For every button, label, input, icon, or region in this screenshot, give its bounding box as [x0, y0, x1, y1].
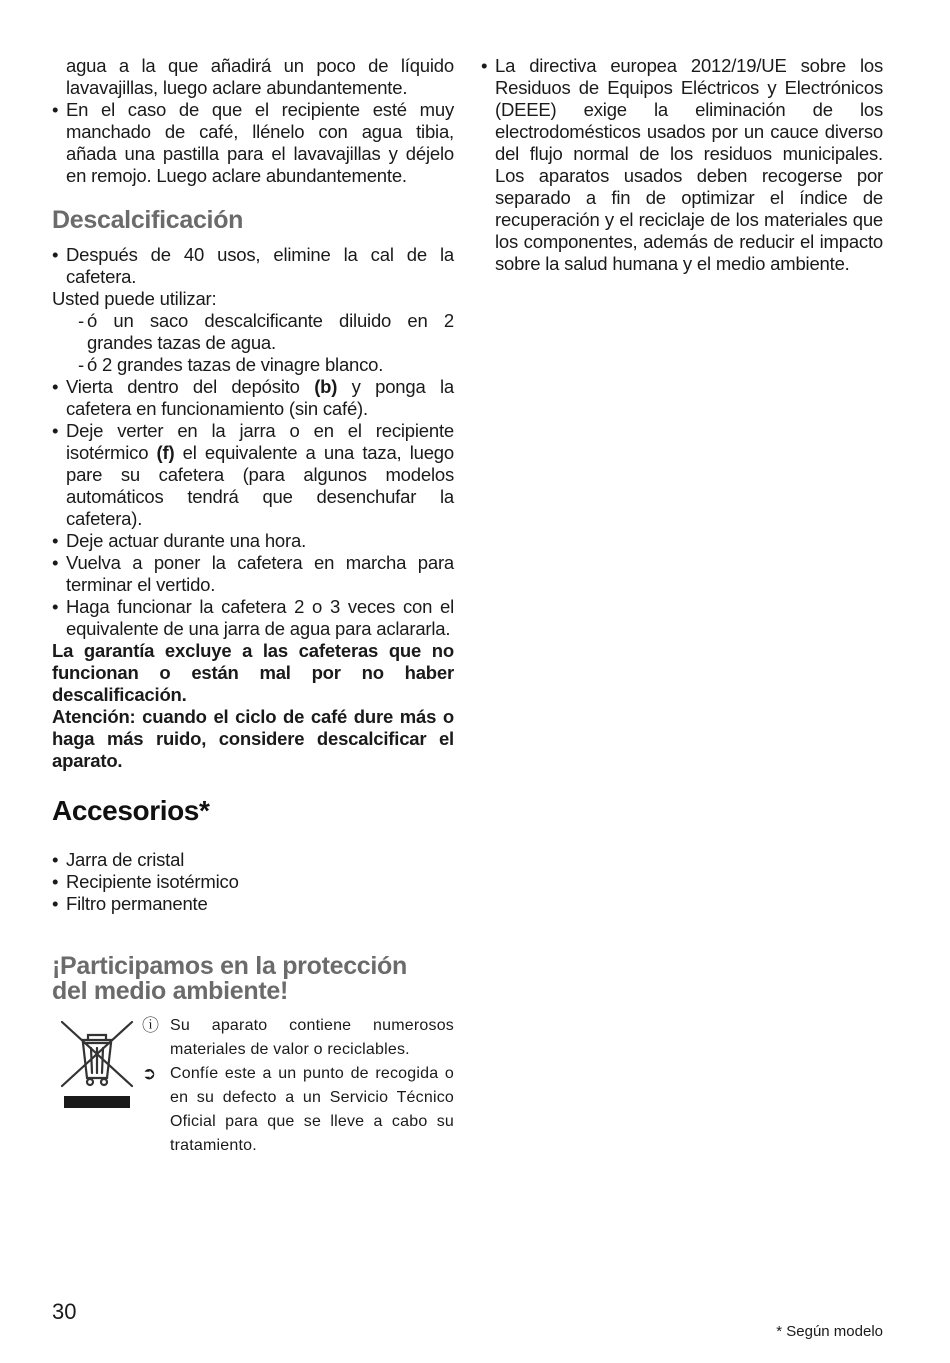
accessory-text: Jarra de cristal	[66, 849, 185, 870]
text-part: y ponga la cafetera en funcionamiento (sin café).	[66, 376, 454, 419]
list-item	[52, 552, 454, 596]
list-item-text	[66, 376, 454, 420]
list-item	[481, 55, 883, 275]
list-item	[52, 376, 454, 420]
directive-text: La directiva europea 2012/19/UE sobre los Residuos de Equipos Eléctricos y Electrónicos (DEEE) exige la eliminación de los electrodomésticos usados por un cauce diverso del flujo normal de los residuos municipales. Los aparatos usados deben recogerse por separado a fin de optimizar el índice de recuperación y el reciclaje de los materiales que los componentes, además de reducir el impacto sobre la salud humana y el medio ambiente.	[495, 55, 883, 274]
list-item	[52, 99, 454, 187]
environment-notes	[142, 1014, 454, 1158]
right-column	[481, 55, 883, 275]
env-note	[142, 1014, 454, 1062]
text-part: el equivalente a una taza, luego pare su cafetera (para algunos modelos automáticos tendrá que desenchufar la cafetera).	[66, 442, 454, 529]
bullet-icon: •	[52, 376, 59, 397]
heading-line: ¡Participamos en la protección	[52, 952, 407, 980]
warranty-warning: La garantía excluye a las cafeteras que no funcionan o están mal por no haber descalificación.	[52, 640, 454, 705]
bullet-icon: •	[52, 420, 59, 441]
weee-bin-icon	[58, 1018, 136, 1110]
list-item	[52, 420, 454, 530]
list-item-text: Haga funcionar la cafetera 2 o 3 veces con el equivalente de una jarra de agua para aclararla.	[66, 596, 454, 639]
option-text: ó 2 grandes tazas de vinagre blanco.	[87, 354, 384, 375]
left-column	[52, 55, 454, 1158]
text-part: Deje verter en la jarra o en el recipiente isotérmico	[66, 420, 454, 463]
part-reference: (b)	[314, 376, 338, 397]
attention-warning: Atención: cuando el ciclo de café dure más o haga más ruido, considere descalcificar el aparato.	[52, 706, 454, 771]
bullet-icon: •	[52, 244, 59, 265]
option-item	[52, 354, 454, 376]
heading-line: del medio ambiente!	[52, 977, 289, 1005]
accessory-item	[52, 871, 454, 893]
list-item-text: En el caso de que el recipiente esté muy manchado de café, llénelo con agua tibia, añada una pastilla para el lavavajillas y déjelo en remojo. Luego aclare abundantemente.	[66, 99, 454, 186]
text-part: Vierta dentro del depósito	[66, 376, 315, 397]
bullet-icon: •	[52, 849, 59, 870]
env-note	[142, 1062, 454, 1158]
option-item	[52, 310, 454, 354]
bullet-icon: •	[52, 871, 59, 892]
section-heading-descalcificacion: Descalcificación	[52, 206, 244, 234]
info-icon: ⓘ	[142, 1016, 160, 1035]
list-item-text	[66, 420, 454, 530]
bullet-icon: •	[52, 530, 59, 551]
accessory-item	[52, 893, 454, 915]
accessory-text: Recipiente isotérmico	[66, 871, 239, 892]
list-item	[52, 530, 454, 552]
footnote: * Según modelo	[776, 1323, 883, 1340]
part-reference: (f)	[156, 442, 175, 463]
page-number: 30	[52, 1299, 77, 1324]
env-note-text: Su aparato contiene numerosos materiales de valor o reciclables.	[170, 1017, 454, 1058]
arrow-right-icon: ➲	[142, 1064, 157, 1083]
option-text: ó un saco descalcificante diluido en 2 grandes tazas de agua.	[87, 310, 454, 353]
usted-text: Usted puede utilizar:	[52, 288, 217, 309]
dash-icon: -	[78, 354, 84, 375]
environment-block	[52, 1014, 454, 1158]
accessory-item	[52, 849, 454, 871]
bullet-icon: •	[481, 55, 488, 76]
accessory-text: Filtro permanente	[66, 893, 208, 914]
env-note-text: Confíe este a un punto de recogida o en su defecto a un Servicio Técnico Oficial para que se lleve a cabo su tratamiento.	[170, 1065, 454, 1154]
bullet-icon: •	[52, 893, 59, 914]
list-item-text: Vuelva a poner la cafetera en marcha para terminar el vertido.	[66, 552, 454, 595]
list-item-text: Deje actuar durante una hora.	[66, 530, 307, 551]
section-heading-environment	[52, 954, 454, 1004]
list-item	[52, 596, 454, 640]
intro-continuation: agua a la que añadirá un poco de líquido lavavajillas, luego aclare abundantemente.	[66, 55, 454, 98]
section-heading-accesorios: Accesorios*	[52, 795, 210, 826]
bullet-icon: •	[52, 596, 59, 617]
list-item	[52, 244, 454, 288]
list-item-text: Después de 40 usos, elimine la cal de la cafetera.	[66, 244, 454, 287]
bullet-icon: •	[52, 99, 59, 120]
bullet-icon: •	[52, 552, 59, 573]
dash-icon: -	[78, 310, 84, 331]
